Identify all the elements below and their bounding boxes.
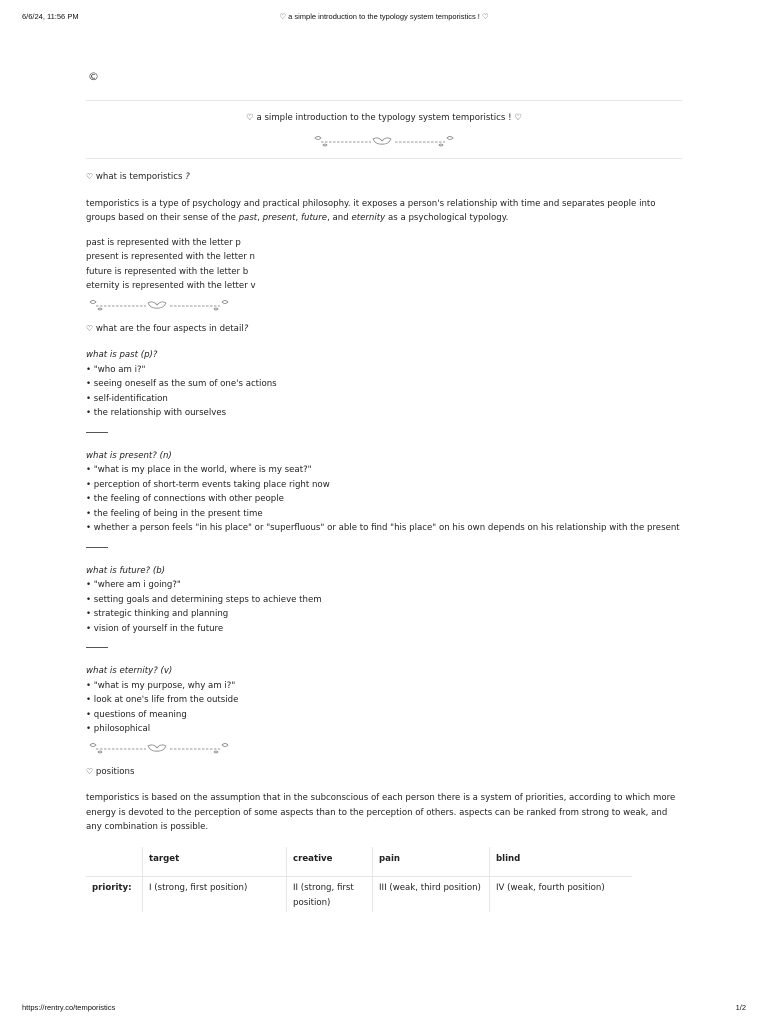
page-number: 1/2	[735, 1003, 746, 1012]
aspect-past	[86, 348, 682, 421]
letters-list	[86, 236, 682, 294]
table-row	[86, 877, 632, 913]
list-item: • the relationship with ourselves	[86, 408, 227, 418]
list-item: • self-identification	[86, 393, 168, 404]
short-divider	[86, 432, 108, 433]
ornament-divider-icon	[86, 298, 232, 316]
print-date: 6/6/24, 11:56 PM	[22, 12, 79, 21]
heart-icon: ♡	[86, 766, 94, 776]
list-item: • "who am i?"	[86, 364, 146, 375]
table-header-cell: target	[143, 847, 287, 877]
table-row-label: priority:	[92, 883, 132, 893]
aspect-title: what is present? (n)	[86, 450, 172, 461]
ornament-divider-icon	[86, 741, 232, 759]
list-item: • vision of yourself in the future	[86, 623, 224, 634]
list-item: • "what is my place in the world, where is my seat?"	[86, 465, 312, 475]
body-content	[86, 170, 682, 912]
list-item: • whether a person feels "in his place" or "superfluous" or able to find "his place" on his own depends on his relationship with the present	[86, 523, 680, 533]
ornament-divider-icon	[311, 134, 457, 152]
circled-e-logo-icon[interactable]: ©	[88, 70, 99, 83]
aspect-title: what is eternity? (v)	[86, 666, 173, 676]
letter-line: past is represented with the letter p	[86, 237, 241, 248]
section-heading-four-aspects: ♡ what are the four aspects in detail?	[86, 323, 249, 334]
table-header-cell: pain	[373, 847, 490, 877]
title-bottom-rule	[86, 158, 682, 159]
list-item: • setting goals and determining steps to achieve them	[86, 594, 322, 605]
table-header-cell	[86, 847, 143, 877]
list-item: • perception of short-term events taking place right now	[86, 479, 330, 490]
aspect-title: what is future? (b)	[86, 565, 166, 576]
ornament-divider	[86, 741, 682, 759]
list-item: • "where am i going?"	[86, 580, 181, 590]
table-header-cell: blind	[490, 847, 633, 877]
letter-line: present is represented with the letter n	[86, 252, 255, 262]
priority-table	[86, 847, 632, 913]
list-item: • the feeling of connections with other people	[86, 494, 284, 504]
ornament-divider	[86, 298, 682, 316]
table-cell: I (strong, first position)	[143, 877, 287, 913]
aspect-present	[86, 449, 682, 536]
letter-line: eternity is represented with the letter v	[86, 281, 256, 291]
table-cell: II (strong, first position)	[287, 877, 373, 913]
heart-icon: ♡	[86, 172, 94, 181]
page-title: ♡ a simple introduction to the typology system temporistics ! ♡	[246, 113, 522, 123]
section-heading-what-is: ♡ what is temporistics ?	[86, 172, 190, 182]
print-header	[22, 12, 746, 24]
aspect-future	[86, 564, 682, 637]
list-item: • strategic thinking and planning	[86, 609, 229, 619]
ornament-divider	[86, 134, 682, 154]
aspect-title: what is past (p)?	[86, 350, 158, 360]
print-footer	[22, 1003, 746, 1015]
list-item: • "what is my purpose, why am i?"	[86, 680, 236, 691]
print-url: https://rentry.co/temporistics	[22, 1003, 116, 1012]
intro-paragraph: temporistics is a type of psychology and practical philosophy. it exposes a person's relationship with time and separates people into groups based on their sense of the past, present, future, and eternity as a psychological typology.	[86, 198, 656, 223]
print-page-title: ♡ a simple introduction to the typology system temporistics ! ♡	[279, 12, 489, 21]
short-divider	[86, 547, 108, 548]
table-cell: III (weak, third position)	[373, 877, 490, 913]
list-item: • look at one's life from the outside	[86, 695, 239, 705]
aspect-eternity	[86, 664, 682, 737]
positions-paragraph: temporistics is based on the assumption that in the subconscious of each person there is a system of priorities, according to which more energy is devoted to the perception of some aspects than to the perception of others. aspects can be ranked from strong to weak, and any combination is possible.	[86, 793, 676, 832]
top-rule	[86, 100, 682, 101]
list-item: • seeing oneself as the sum of one's actions	[86, 379, 277, 389]
table-header-cell: creative	[287, 847, 373, 877]
short-divider	[86, 647, 108, 648]
letter-line: future is represented with the letter b	[86, 266, 249, 277]
section-heading-positions: ♡ positions	[86, 766, 135, 777]
table-cell: IV (weak, fourth position)	[490, 877, 633, 913]
list-item: • questions of meaning	[86, 709, 187, 720]
list-item: • philosophical	[86, 724, 151, 734]
table-header-row	[86, 847, 632, 877]
heart-icon: ♡	[86, 323, 94, 333]
list-item: • the feeling of being in the present time	[86, 508, 263, 519]
